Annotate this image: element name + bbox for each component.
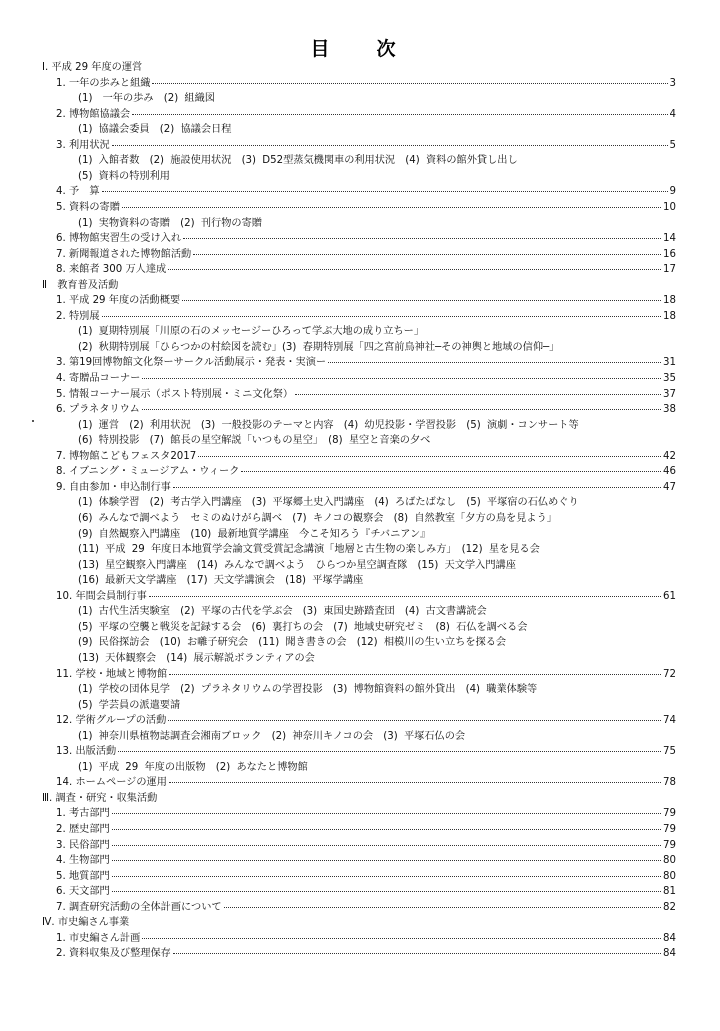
- toc-subentry: [78, 512, 676, 525]
- toc-text: 5. 資料の寄贈: [56, 202, 120, 213]
- toc-text: 7. 博物館こどもフェスタ2017: [56, 450, 197, 462]
- toc-subentry: [78, 574, 676, 587]
- toc-subentry: [78, 605, 676, 618]
- dot-leader: [328, 362, 661, 363]
- toc-text: 3. 利用状況: [56, 139, 110, 151]
- toc-text: (13) 天体観察会 (14) 展示解説ボランティアの会: [78, 652, 315, 664]
- toc-entry: [56, 403, 676, 416]
- toc-page-number: 35: [663, 373, 676, 384]
- toc-entry: [56, 185, 676, 198]
- toc-page-number: 84: [663, 948, 676, 960]
- toc-text: 13. 出版活動: [56, 746, 117, 758]
- toc-text: 9. 自由参加・申込制行事: [56, 481, 171, 493]
- toc-text: 8. 来館者 300 万人達成: [56, 264, 167, 276]
- toc-page-number: 47: [663, 481, 676, 493]
- toc-subentry: [78, 170, 676, 183]
- toc-subentry: [78, 699, 676, 712]
- dot-leader: [112, 145, 668, 146]
- toc-page-number: 80: [663, 855, 676, 867]
- dot-leader: [149, 596, 661, 597]
- toc-text: (1) 神奈川県植物誌調査会湘南ブロック (2) 神奈川キノコの会 (3) 平塚石仏の会: [78, 730, 466, 742]
- toc-entry: [56, 248, 676, 261]
- toc-page-number: 79: [663, 824, 676, 835]
- toc-section: [42, 792, 157, 805]
- toc-text: 5. 地質部門: [56, 870, 110, 882]
- dot-leader: [168, 720, 661, 721]
- toc-text: (1) 一年の歩み (2) 組織図: [78, 93, 215, 105]
- toc-text: 5. 情報コーナー展示（ポスト特別展・ミニ文化祭）: [56, 388, 294, 400]
- toc-text: 14. ホームページの運用: [56, 777, 167, 789]
- dot-leader: [183, 238, 661, 239]
- toc-subentry: [78, 559, 676, 572]
- toc-section: [42, 916, 129, 929]
- dot-leader: [132, 114, 667, 115]
- toc-section: [42, 61, 142, 74]
- toc-text: Ⅰ. 平成 29 年度の運営: [42, 62, 143, 73]
- toc-entry: [56, 108, 676, 121]
- toc-entry: [56, 870, 676, 883]
- toc-subentry: [78, 730, 676, 743]
- toc-text: (1) 夏期特別展「川原の石のメッセージーひろって学ぶ大地の成り立ちー」: [78, 326, 425, 338]
- toc-page-number: 74: [663, 715, 676, 727]
- toc-text: (11) 平成 29 年度日本地質学会論文賞受賞記念講演「地層と古生物の楽しみ方」 (12) 星を見る会: [78, 544, 540, 556]
- toc-text: (9) 自然観察入門講座 (10) 最新地質学講座 今こそ知ろう『チバニアン』: [78, 528, 431, 540]
- toc-page-number: 81: [663, 886, 676, 898]
- toc-subentry: [78, 123, 676, 136]
- toc-page-number: 84: [663, 932, 676, 944]
- toc-entry: [56, 201, 676, 214]
- toc-entry: [56, 481, 676, 494]
- toc-text: (1) 体験学習 (2) 考古学入門講座 (3) 平塚郷土史入門講座 (4) ろばたばなし (5) 平塚宿の石仏めぐり: [78, 497, 579, 509]
- toc-text: (5) 資料の特別利用: [78, 170, 170, 182]
- toc-text: (1) 入館者数 (2) 施設使用状況 (3) D52型蒸気機関車の利用状況 (4) 資料の館外貸し出し: [78, 155, 518, 167]
- toc-subentry: [78, 761, 676, 774]
- toc-section: [42, 279, 118, 292]
- toc-entry: [56, 465, 676, 478]
- toc-text: 6. 博物館実習生の受け入れ: [56, 233, 182, 245]
- toc-text: (9) 民俗探訪会 (10) お囃子研究会 (11) 聞き書きの会 (12) 相模川の生い立ちを探る会: [78, 637, 507, 649]
- toc-text: 2. 博物館協議会: [56, 108, 131, 120]
- toc-subentry: [78, 341, 676, 354]
- toc-entry: [56, 294, 676, 307]
- toc-subentry: [78, 652, 676, 665]
- toc-page-number: 9: [669, 186, 676, 198]
- toc-text: 6. 天文部門: [56, 886, 110, 898]
- toc-text: (5) 学芸員の派遣要請: [78, 699, 181, 711]
- toc-subentry: [78, 154, 676, 167]
- toc-text: 3. 第19回博物館文化祭ーサークル活動展示・発表・実演ー: [56, 357, 327, 369]
- toc-text: (16) 最新天文学講座 (17) 天文学講演会 (18) 平塚学講座: [78, 575, 364, 587]
- toc-entry: [56, 932, 676, 945]
- toc-subentry: [78, 636, 676, 649]
- toc-text: 8. イブニング・ミュージアム・ウィーク: [56, 466, 240, 478]
- toc-text: 2. 歴史部門: [56, 824, 110, 835]
- toc-subentry: [78, 621, 676, 634]
- toc-text: 3. 民俗部門: [56, 839, 110, 851]
- dot-leader: [142, 409, 661, 410]
- toc-entry: [56, 854, 676, 867]
- toc-text: (1) 古代生活実験室 (2) 平塚の古代を学ぶ会 (3) 東国史跡踏査団 (4) 古文書講読会: [78, 606, 487, 618]
- toc-page-number: 18: [663, 295, 676, 307]
- toc-page-number: 14: [663, 233, 676, 245]
- toc-page-number: 18: [663, 310, 676, 322]
- dot-leader: [295, 394, 661, 395]
- toc-page-number: 72: [663, 668, 676, 680]
- toc-entry: [56, 714, 676, 727]
- dot-leader: [112, 876, 661, 877]
- toc-page-number: 42: [663, 450, 676, 462]
- dot-leader: [182, 300, 661, 301]
- dot-leader: [241, 471, 661, 472]
- toc-subentry: [78, 92, 676, 105]
- toc-subentry: [78, 217, 676, 230]
- toc-page-number: 3: [669, 77, 676, 89]
- toc-entry: [56, 776, 676, 789]
- toc-text: Ⅳ. 市史編さん事業: [42, 917, 130, 929]
- toc-entry: [56, 839, 676, 852]
- toc-text: Ⅱ 教育普及活動: [42, 279, 119, 291]
- toc-entry: [56, 885, 676, 898]
- toc-text: 1. 平成 29 年度の活動概要: [56, 295, 181, 307]
- toc-entry: [56, 823, 676, 836]
- toc-text: (2) 秋期特別展「ひらつかの村絵図を読む」(3) 春期特別展「四之宮前鳥神社─その神輿と地域の信仰─」: [78, 341, 560, 353]
- dot-leader: [112, 891, 661, 892]
- toc-text: 10. 年間会員制行事: [56, 590, 147, 602]
- dot-leader: [173, 953, 661, 954]
- toc-entry: [56, 356, 676, 369]
- dot-leader: [122, 207, 661, 208]
- toc-subentry: [78, 528, 676, 541]
- dot-leader: [169, 782, 661, 783]
- toc-page-number: 79: [663, 808, 676, 820]
- toc-text: (6) 特別投影 (7) 館長の星空解説「いつもの星空」 (8) 星空と音楽の夕べ: [78, 435, 431, 447]
- toc-text: 2. 資料収集及び整理保存: [56, 948, 171, 960]
- toc-page-number: 16: [663, 248, 676, 260]
- toc-text: 4. 寄贈品コーナー: [56, 373, 141, 384]
- dot-leader: [152, 83, 667, 84]
- toc-entry: [56, 388, 676, 401]
- toc-text: 4. 予 算: [56, 186, 100, 198]
- dot-leader: [112, 845, 661, 846]
- page-title: 目 次: [310, 38, 410, 60]
- dot-leader: [173, 487, 661, 488]
- toc-page-number: 10: [663, 202, 676, 213]
- toc-text: (5) 平塚の空襲と戦災を記録する会 (6) 裏打ちの会 (7) 地域史研究ゼミ (8) 石仏を調べる会: [78, 621, 528, 633]
- toc-page-number: 37: [663, 388, 676, 400]
- toc-subentry: [78, 496, 676, 509]
- toc-text: (1) 協議会委員 (2) 協議会日程: [78, 124, 232, 136]
- dot-leader: [118, 751, 661, 752]
- toc-page-number: 79: [663, 839, 676, 851]
- toc-subentry: [78, 683, 676, 696]
- toc-subentry: [78, 434, 676, 447]
- toc-entry: [56, 263, 676, 276]
- toc-subentry: [78, 419, 676, 432]
- toc-text: 4. 生物部門: [56, 855, 110, 867]
- dot-leader: [102, 316, 662, 317]
- margin-mark: [32, 420, 34, 422]
- toc-text: 12. 学術グループの活動: [56, 715, 167, 727]
- toc-page-number: 5: [669, 139, 676, 151]
- dot-leader: [112, 813, 661, 814]
- toc-text: (1) 運営 (2) 利用状況 (3) 一般投影のテーマと内容 (4) 幼児投影・学習投影 (5) 演劇・コンサート等: [78, 419, 579, 431]
- dot-leader: [224, 907, 661, 908]
- toc-page-number: 61: [663, 590, 676, 602]
- toc-text: (1) 実物資料の寄贈 (2) 刊行物の寄贈: [78, 217, 262, 229]
- dot-leader: [169, 674, 661, 675]
- dot-leader: [142, 378, 661, 379]
- dot-leader: [193, 254, 661, 255]
- toc-text: (6) みんなで調べよう セミのぬけがら調べ (7) キノコの観察会 (8) 自然教室「夕方の鳥を見よう」: [78, 513, 557, 524]
- toc-page-number: 31: [663, 357, 676, 369]
- dot-leader: [142, 938, 661, 939]
- toc-page-number: 82: [663, 901, 676, 913]
- toc-page-number: 75: [663, 746, 676, 758]
- toc-entry: [56, 745, 676, 758]
- toc-entry: [56, 139, 676, 152]
- toc-page-number: 80: [663, 870, 676, 882]
- toc-text: 6. プラネタリウム: [56, 404, 140, 416]
- toc-text: (1) 平成 29 年度の出版物 (2) あなたと博物館: [78, 761, 308, 773]
- dot-leader: [112, 860, 661, 861]
- toc-text: 7. 調査研究活動の全体計画について: [56, 901, 222, 913]
- toc-page-number: 17: [663, 264, 676, 276]
- toc-page-number: 46: [663, 466, 676, 478]
- toc-entry: [56, 77, 676, 90]
- toc-text: Ⅲ. 調査・研究・収集活動: [42, 792, 158, 804]
- toc-text: 7. 新聞報道された博物館活動: [56, 248, 192, 260]
- toc-entry: [56, 947, 676, 960]
- toc-entry: [56, 232, 676, 245]
- toc-entry: [56, 372, 676, 385]
- toc-text: (13) 星空観察入門講座 (14) みんなで調べよう ひらつか星空調査隊 (15) 天文学入門講座: [78, 559, 516, 571]
- toc-page-number: 4: [669, 108, 676, 120]
- toc-entry: [56, 590, 676, 603]
- toc-subentry: [78, 543, 676, 556]
- toc-text: 1. 一年の歩みと組織: [56, 77, 151, 89]
- toc-page-number: 38: [663, 404, 676, 416]
- toc-page-number: 78: [663, 777, 676, 789]
- toc-entry: [56, 807, 676, 820]
- dot-leader: [198, 456, 661, 457]
- dot-leader: [112, 829, 661, 830]
- toc-subentry: [78, 325, 676, 338]
- toc-text: 1. 市史編さん計画: [56, 932, 141, 944]
- toc-text: 1. 考古部門: [56, 808, 110, 820]
- toc-text: 11. 学校・地域と博物館: [56, 668, 168, 680]
- toc-entry: [56, 310, 676, 323]
- toc-entry: [56, 450, 676, 463]
- toc-entry: [56, 901, 676, 914]
- dot-leader: [102, 191, 668, 192]
- dot-leader: [168, 269, 661, 270]
- toc-text: 2. 特別展: [56, 310, 100, 322]
- toc-text: (1) 学校の団体見学 (2) プラネタリウムの学習投影 (3) 博物館資料の館外貸出 (4) 職業体験等: [78, 684, 538, 695]
- toc-entry: [56, 668, 676, 681]
